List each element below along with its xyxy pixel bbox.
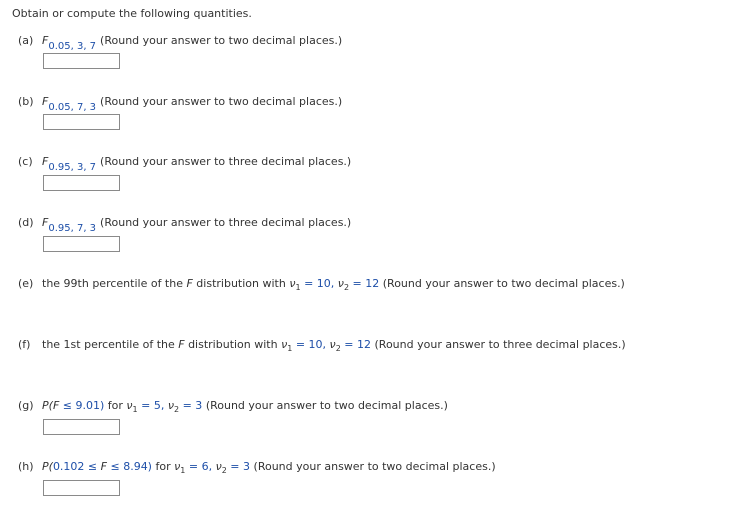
f-symbol: F [42, 216, 49, 229]
nu-subscript: 1 [180, 466, 186, 475]
answer-input-a[interactable] [43, 53, 120, 69]
question-c [18, 155, 352, 173]
rounding-instruction: (Round your answer to two decimal places.) [205, 399, 448, 412]
probability-condition: ≤ 8.94) [106, 460, 152, 473]
probability-condition: ≤ 9.01) [59, 399, 105, 412]
question-h [18, 460, 496, 475]
nu-symbol: ν [215, 460, 222, 473]
f-symbol: F [100, 460, 107, 473]
f-symbol: F [186, 277, 193, 290]
question-label: (c) [18, 155, 33, 168]
rounding-instruction: (Round your answer to three decimal places.) [100, 155, 352, 168]
rounding-instruction: (Round your answer to two decimal places.) [382, 277, 625, 290]
nu-symbol: ν [126, 399, 133, 412]
question-b [18, 95, 343, 113]
nu-symbol: ν [174, 460, 181, 473]
answer-input-h[interactable] [43, 480, 120, 496]
answer-input-b[interactable] [43, 114, 120, 130]
question-text: for [151, 460, 175, 473]
question-text: for [104, 399, 127, 412]
rounding-instruction: (Round your answer to two decimal places.) [253, 460, 496, 473]
nu-symbol: ν [289, 277, 296, 290]
df-value: = 3 [179, 399, 206, 412]
answer-input-d[interactable] [43, 236, 120, 252]
nu-symbol: ν [337, 277, 344, 290]
probability-open: P( [42, 399, 53, 412]
question-d [18, 216, 352, 234]
question-e [18, 277, 625, 292]
df-value: = 6, [185, 460, 216, 473]
answer-input-c[interactable] [43, 175, 120, 191]
question-label: (d) [18, 216, 34, 229]
question-text: the 1st percentile of the [42, 338, 179, 351]
df-value: = 5, [137, 399, 168, 412]
nu-symbol: ν [329, 338, 336, 351]
nu-subscript: 1 [295, 283, 301, 292]
f-symbol: F [178, 338, 185, 351]
question-label: (g) [18, 399, 34, 412]
nu-subscript: 2 [221, 466, 227, 475]
rounding-instruction: (Round your answer to three decimal places.) [100, 216, 352, 229]
question-text: distribution with [184, 338, 282, 351]
question-intro: Obtain or compute the following quantities. [12, 7, 252, 20]
nu-subscript: 2 [335, 344, 341, 353]
answer-input-g[interactable] [43, 419, 120, 435]
f-subscript: 0.05, 3, 7 [48, 41, 97, 52]
nu-subscript: 2 [343, 283, 350, 292]
f-symbol: F [42, 34, 49, 47]
probability-open: P( [42, 460, 53, 473]
df-value: = 12 [340, 338, 375, 351]
nu-subscript: 2 [174, 405, 180, 414]
question-g [18, 399, 448, 414]
nu-symbol: ν [281, 338, 288, 351]
question-a [18, 34, 343, 52]
question-text: distribution with [192, 277, 290, 290]
rounding-instruction: (Round your answer to two decimal places.) [100, 34, 343, 47]
f-subscript: 0.95, 3, 7 [48, 162, 97, 173]
question-label: (a) [18, 34, 34, 47]
df-value: = 12 [349, 277, 383, 290]
question-text: the 99th percentile of the [42, 277, 187, 290]
question-label: (e) [18, 277, 34, 290]
f-subscript: 0.05, 7, 3 [48, 102, 97, 113]
df-value: = 3 [226, 460, 254, 473]
probability-lower-bound: 0.102 [52, 460, 85, 473]
f-symbol: F [42, 155, 49, 168]
question-label: (b) [18, 95, 34, 108]
df-value: = 10, [300, 277, 338, 290]
df-value: = 10, [292, 338, 330, 351]
f-symbol: F [42, 95, 49, 108]
rounding-instruction: (Round your answer to three decimal places.) [374, 338, 626, 351]
nu-symbol: ν [167, 399, 174, 412]
probability-operator: ≤ [84, 460, 101, 473]
rounding-instruction: (Round your answer to two decimal places.) [100, 95, 343, 108]
nu-subscript: 1 [132, 405, 138, 414]
f-symbol: F [52, 399, 60, 412]
f-subscript: 0.95, 7, 3 [48, 223, 97, 234]
question-f [18, 338, 626, 353]
question-label: (h) [18, 460, 34, 473]
question-label: (f) [18, 338, 31, 351]
nu-subscript: 1 [287, 344, 293, 353]
